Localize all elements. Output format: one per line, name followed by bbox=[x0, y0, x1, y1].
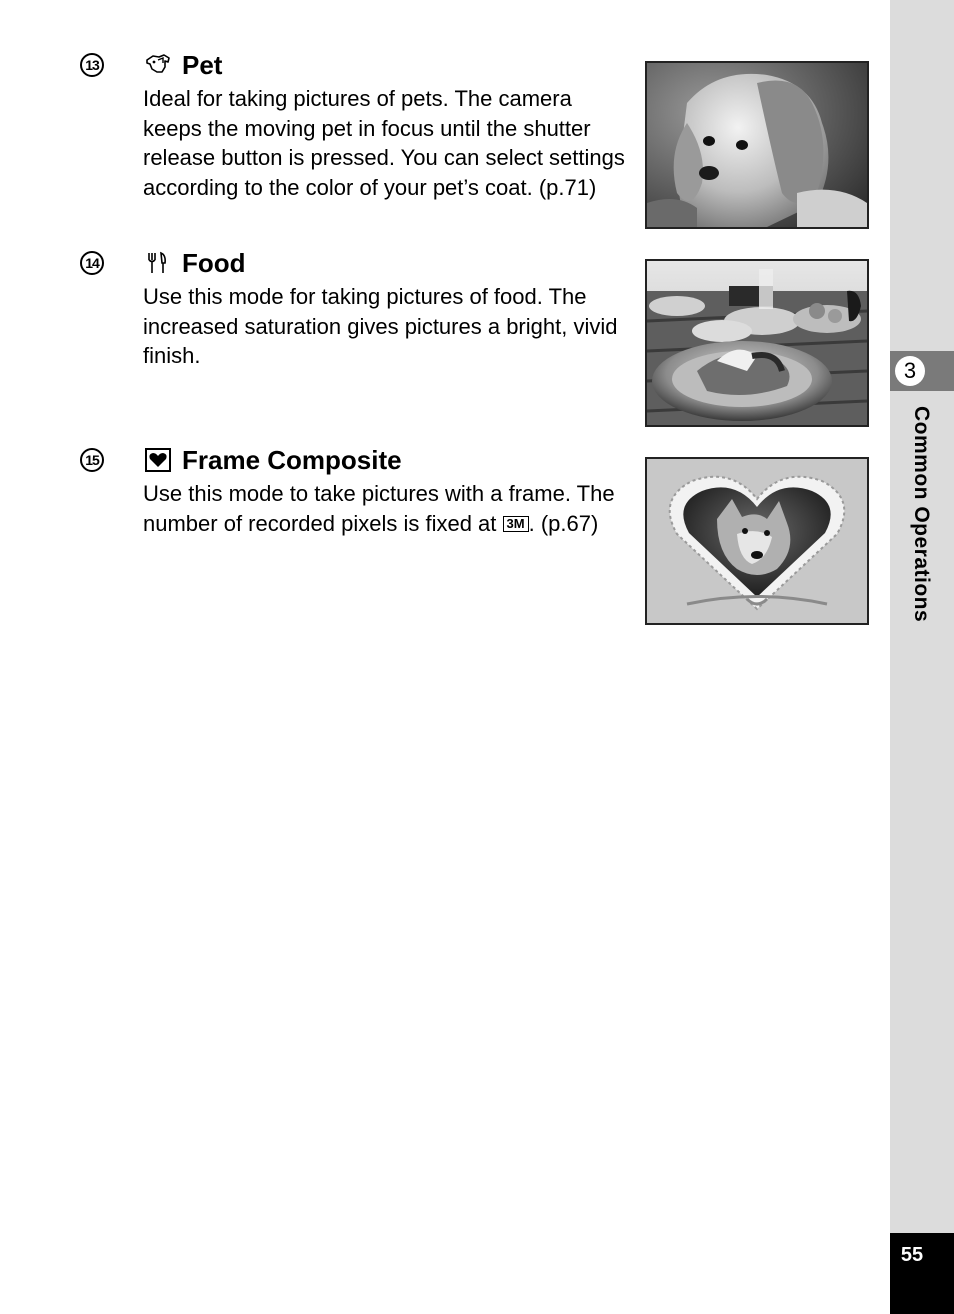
section-body bbox=[143, 479, 633, 538]
item-number: 14 bbox=[80, 251, 104, 275]
body-text-end: . (p.67) bbox=[528, 510, 599, 536]
page-number: 55 bbox=[900, 1244, 924, 1266]
frame-composite-photo bbox=[645, 457, 869, 625]
item-number: 15 bbox=[80, 448, 104, 472]
section-body: Use this mode for taking pictures of food. The increased saturation gives pictures a bright, vivid finish. bbox=[143, 284, 618, 368]
chapter-number: 3 bbox=[895, 356, 925, 386]
pet-photo bbox=[645, 61, 869, 229]
item-number: 13 bbox=[80, 53, 104, 77]
heart-frame-icon bbox=[144, 447, 172, 473]
body-text: Use this mode to take pictures with a frame. The number of recorded pixels is fixed at bbox=[143, 481, 615, 536]
chapter-sidebar bbox=[890, 0, 954, 1314]
dog-icon bbox=[144, 52, 172, 78]
chapter-title: Common Operations bbox=[910, 406, 933, 623]
pixel-size-icon: 3M bbox=[503, 516, 529, 532]
section-title: Pet bbox=[182, 50, 223, 80]
section-title: Frame Composite bbox=[182, 445, 402, 475]
fork-knife-icon bbox=[144, 250, 172, 276]
section-title: Food bbox=[182, 248, 246, 278]
section-body: Ideal for taking pictures of pets. The camera keeps the moving pet in focus until the shutter release button is pressed. You can select settings according to the color of your pet’s coat. (p.71) bbox=[143, 86, 625, 200]
food-photo bbox=[645, 259, 869, 427]
